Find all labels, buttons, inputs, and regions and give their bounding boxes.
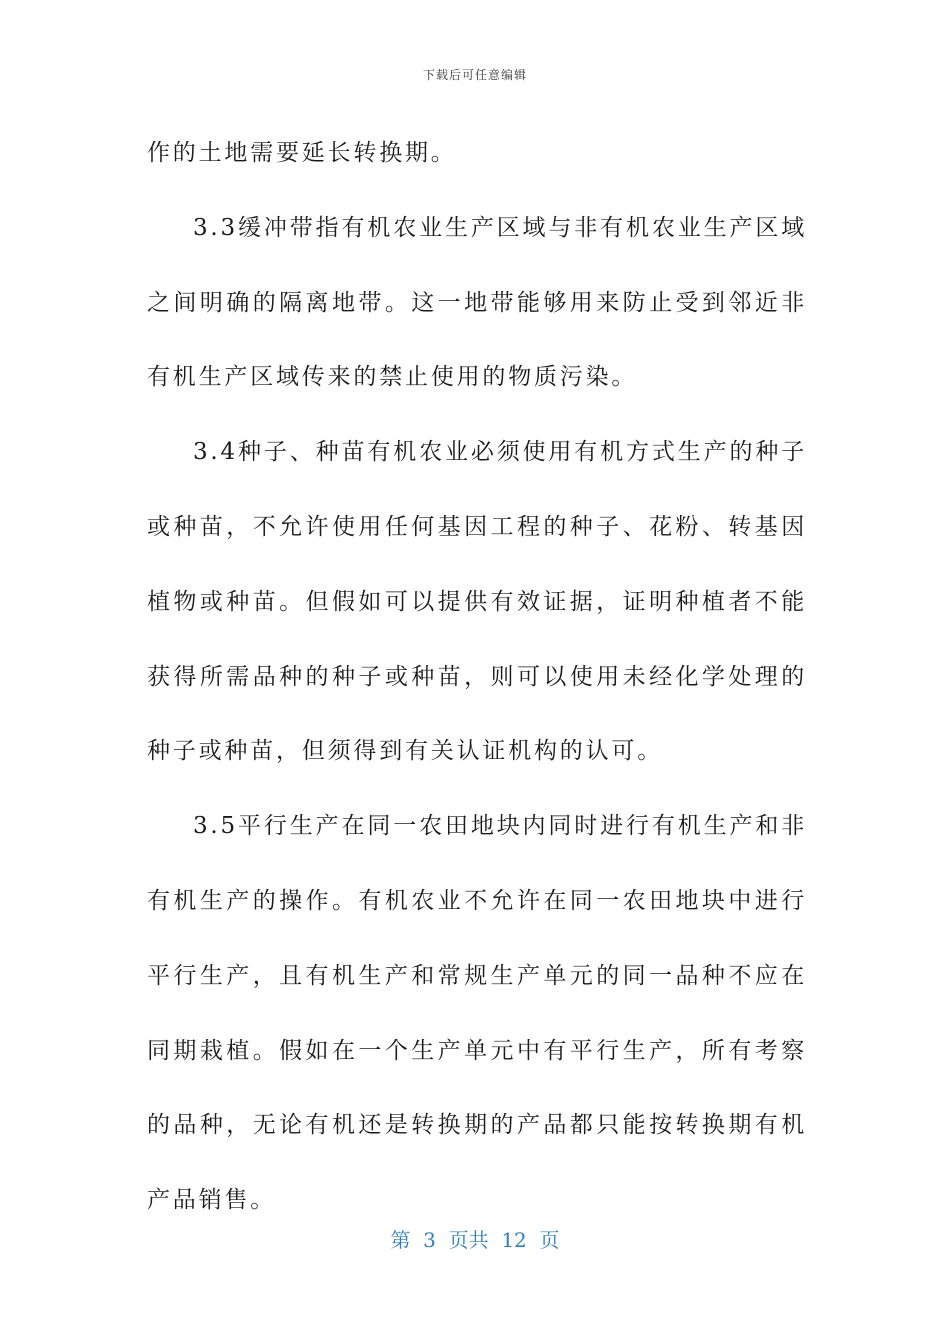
paragraph-seeds: 3.4种子、种苗有机农业必须使用有机方式生产的种子或种苗，不允许使用任何基因工程的种子、花粉、转基因植物或种苗。但假如可以提供有效证据，证明种植者不能获得所需品种的种子或种苗，则可以使用未经化学处理的种子或种苗，但须得到有关认证机构的认可。 [147,439,807,765]
page-footer: 第 3 页共 12 页 [390,1228,560,1252]
paragraph-parallel-production: 3.5平行生产在同一农田地块内同时进行有机生产和非有机生产的操作。有机农业不允许在同一农田地块中进行平行生产，且有机生产和常规生产单元的同一品种不应在同期栽植。假如在一个生产单元中有平行生产，所有考察的品种，无论有机还是转换期的产品都只能按转换期有机产品销售。 [147,813,807,1214]
paragraph-continuation: 作的土地需要延长转换期。 [147,140,457,166]
document-body [147,116,807,1238]
header-note: 下载后可任意编辑 [422,68,527,82]
paragraph-buffer-zone: 3.3缓冲带指有机农业生产区域与非有机农业生产区域之间明确的隔离地带。这一地带能够用来防止受到邻近非有机生产区域传来的禁止使用的物质污染。 [147,214,807,391]
